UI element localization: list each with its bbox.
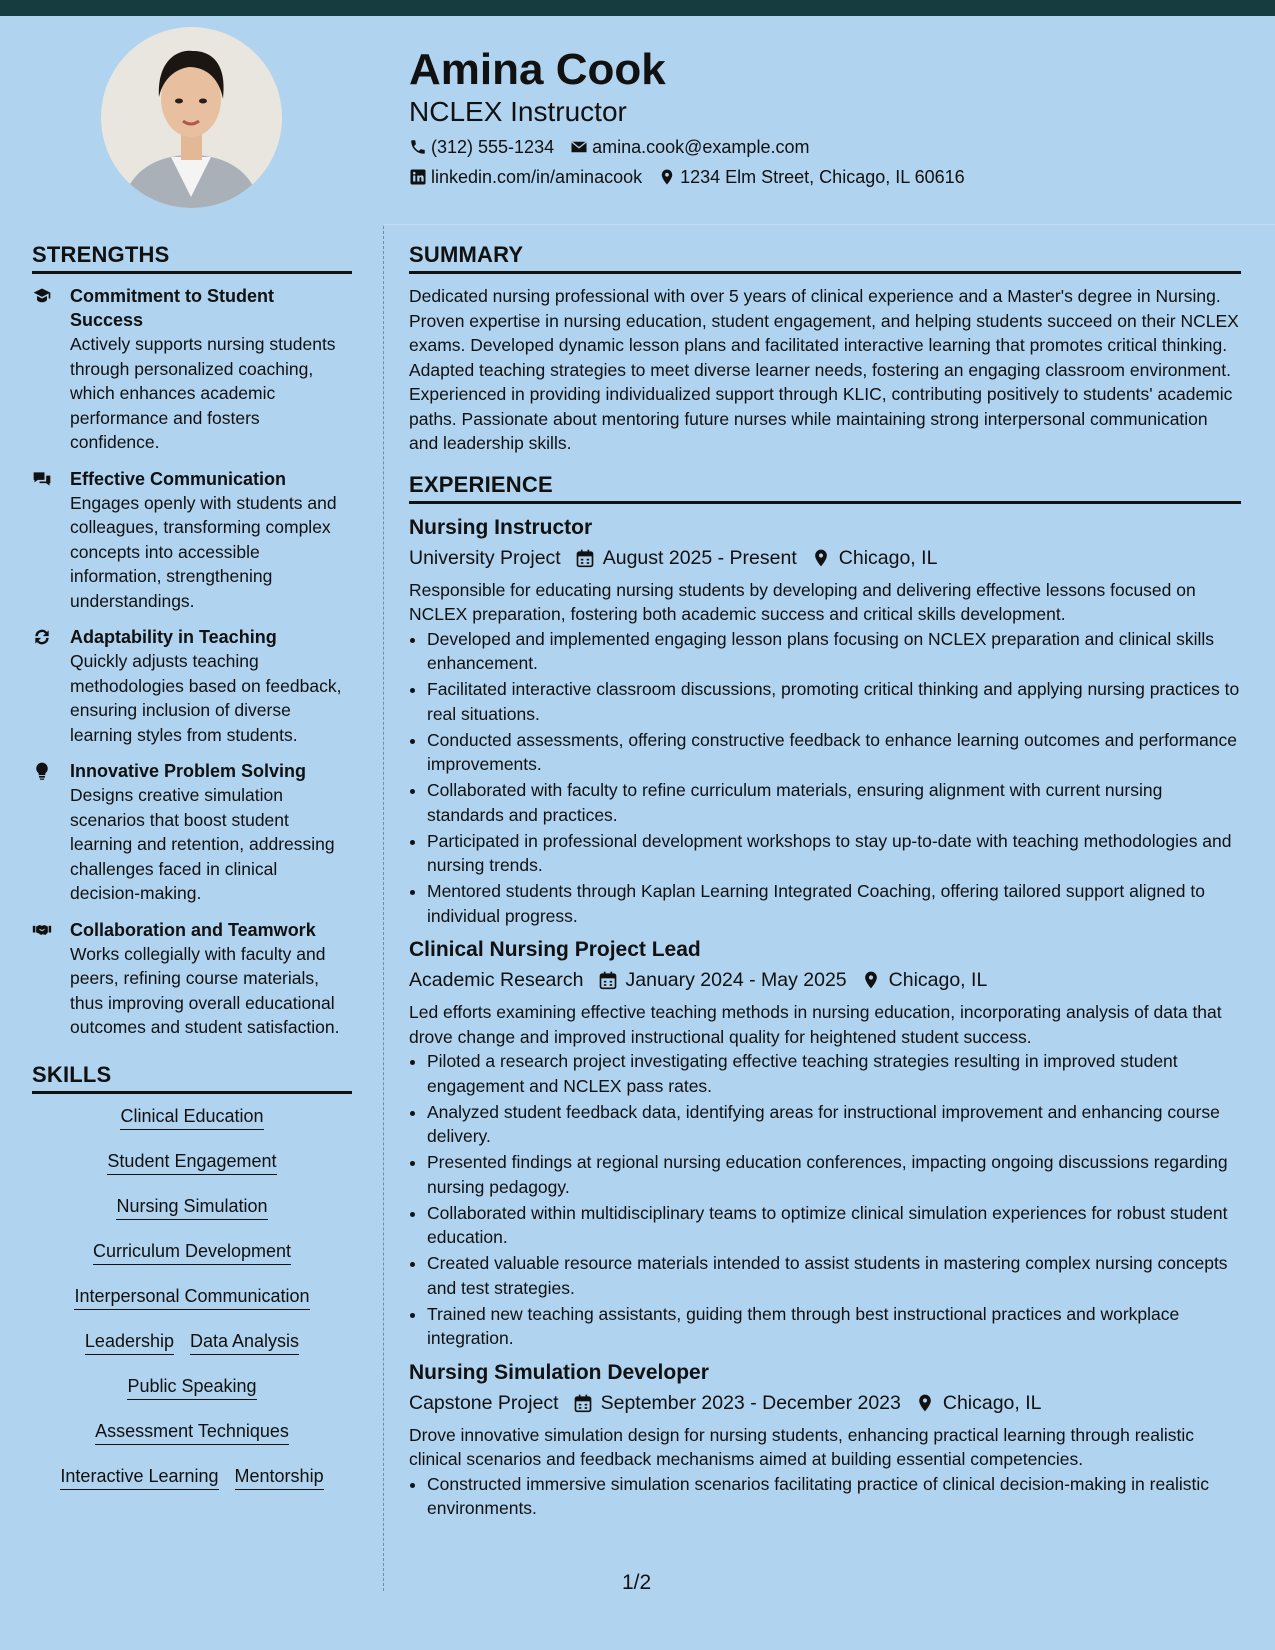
skill-tag: Mentorship — [235, 1464, 324, 1490]
list-item: • Presented findings at regional nursing education conferences, impacting ongoing discussions regarding nursing pedagogy. — [427, 1150, 1241, 1199]
job-org: University Project — [409, 546, 561, 569]
list-item: • Created valuable resource materials intended to assist students in mastering complex nursing concepts and test strategies. — [427, 1251, 1241, 1300]
right-column — [409, 240, 1241, 1522]
job-dates-wrap — [573, 1389, 901, 1417]
list-item: • Constructed immersive simulation scenarios facilitating practice of clinical decision-making in realistic environments. — [427, 1472, 1241, 1521]
list-item: • Collaborated within multidisciplinary teams to optimize clinical simulation experiences for robust student education. — [427, 1201, 1241, 1250]
email-contact[interactable] — [570, 136, 809, 158]
strength-title: Effective Communication — [70, 468, 287, 489]
graduate-icon — [32, 286, 52, 306]
contact-row-2 — [409, 166, 1229, 188]
skills-list — [32, 1104, 352, 1491]
summary-heading: SUMMARY — [409, 240, 1241, 274]
list-item: • Piloted a research project investigating effective teaching strategies resulting in improved student engagement and NCLEX pass rates. — [427, 1049, 1241, 1098]
strength-item — [32, 759, 352, 906]
job-location: Chicago, IL — [838, 546, 938, 569]
list-item: • Trained new teaching assistants, guiding them through best instructional practices and workplace integration. — [427, 1302, 1241, 1351]
lightbulb-icon — [32, 761, 52, 781]
strength-title: Collaboration and Teamwork — [70, 919, 316, 940]
job-location-wrap — [811, 544, 938, 572]
strength-item — [32, 284, 352, 455]
list-item: • Analyzed student feedback data, identifying areas for instructional improvement and enhancing course delivery. — [427, 1100, 1241, 1149]
map-pin-icon — [915, 1393, 935, 1413]
profile-photo — [101, 27, 282, 208]
skill-tag: Assessment Techniques — [95, 1419, 289, 1445]
job-location: Chicago, IL — [888, 969, 988, 991]
skill-tag: Public Speaking — [127, 1374, 256, 1400]
phone-contact[interactable] — [409, 136, 554, 158]
skill-tag: Student Engagement — [107, 1149, 276, 1175]
experience-heading: EXPERIENCE — [409, 470, 1241, 504]
page-number: 1/2 — [622, 1571, 652, 1594]
list-item: • Developed and implemented engaging lesson plans focusing on NCLEX preparation and clinical skills enhancement. — [427, 627, 1241, 676]
skill-tag: Data Analysis — [190, 1329, 299, 1355]
address-contact — [658, 166, 965, 188]
job-description: Drove innovative simulation design for nursing students, enhancing practical learning through realistic clinical scenarios and feedback mechanisms aimed at building essential competencies. — [409, 1424, 1195, 1469]
job-meta — [409, 1389, 1241, 1417]
sync-icon — [32, 627, 52, 647]
strength-desc: Works collegially with faculty and peers, refining course materials, thus improving overall educational outcomes and student satisfaction. — [70, 943, 340, 1037]
map-pin-icon — [811, 548, 831, 568]
candidate-name: Amina Cook — [409, 45, 666, 94]
job-meta — [409, 966, 1241, 994]
linkedin-contact[interactable] — [409, 166, 642, 188]
list-item: • Facilitated interactive classroom discussions, promoting critical thinking and applying nursing practices to real situations. — [427, 677, 1241, 726]
calendar-icon — [573, 1393, 593, 1413]
top-bar — [0, 0, 1275, 16]
summary-text: Dedicated nursing professional with over 5 years of clinical experience and a Master's degree in Nursing. Proven expertise in nursing education, student engagement, and helping students succeed on their NCLEX exams. Developed dynamic lesson plans and facilitated interactive learning that promotes critical thinking. Adapted teaching strategies to meet diverse learner needs, fostering an engaging classroom environment. Experienced in providing individualized support through KLIC, contributing positively to students' academic paths. Passionate about mentoring future nurses while maintaining strong interpersonal communication and leadership skills. — [409, 286, 1239, 453]
job-title: Nursing Simulation Developer — [409, 1360, 709, 1384]
skill-tag: Curriculum Development — [93, 1239, 291, 1265]
skill-tag: Interpersonal Communication — [74, 1284, 309, 1310]
job-description: Responsible for educating nursing students by developing and delivering effective lessons focused on NCLEX preparation, fostering both academic success and critical skills development. — [409, 579, 1196, 624]
strength-item — [32, 625, 352, 747]
address-text: 1234 Elm Street, Chicago, IL 60616 — [680, 167, 965, 187]
job-bullets — [409, 1049, 1241, 1351]
job-bullets — [409, 1472, 1241, 1521]
email-text: amina.cook@example.com — [592, 137, 810, 157]
linkedin-icon — [409, 168, 427, 186]
job-dates: January 2024 - May 2025 — [625, 969, 847, 991]
linkedin-text: linkedin.com/in/aminacook — [431, 167, 643, 187]
left-column — [32, 240, 352, 1509]
strength-desc: Quickly adjusts teaching methodologies based on feedback, ensuring inclusion of diverse learning styles from students. — [70, 651, 342, 745]
job-org: Capstone Project — [409, 1391, 559, 1414]
strength-title: Adaptability in Teaching — [70, 627, 277, 647]
comments-icon — [32, 469, 52, 489]
strength-desc: Designs creative simulation scenarios that boost student learning and retention, addressing challenges faced in clinical decision-making. — [70, 785, 335, 903]
calendar-icon — [598, 970, 618, 990]
skill-tag: Nursing Simulation — [116, 1194, 267, 1220]
job-description: Led efforts examining effective teaching methods in nursing education, incorporating analysis of data that drove change and improved instructional quality for heightened student success. — [409, 1002, 1222, 1047]
job-meta — [409, 544, 1241, 572]
candidate-role: NCLEX Instructor — [409, 96, 627, 127]
map-pin-icon — [658, 168, 676, 186]
job-location-wrap — [915, 1389, 1042, 1417]
list-item: • Participated in professional development workshops to stay up-to-date with teaching methodologies and nursing trends. — [427, 829, 1241, 878]
calendar-icon — [575, 548, 595, 568]
header-divider — [384, 224, 1275, 225]
list-item: • Mentored students through Kaplan Learning Integrated Coaching, offering tailored support aligned to individual progress. — [427, 879, 1241, 928]
list-item: • Conducted assessments, offering constructive feedback to enhance learning outcomes and performance improvements. — [427, 728, 1241, 777]
strength-title: Commitment to Student Success — [70, 286, 274, 330]
strength-item — [32, 918, 352, 1040]
map-pin-icon — [861, 970, 881, 990]
job-location-wrap — [861, 966, 988, 994]
job-org: Academic Research — [409, 969, 584, 991]
strengths-heading: STRENGTHS — [32, 240, 352, 274]
handshake-icon — [32, 920, 52, 940]
job-entry — [409, 1359, 1241, 1521]
phone-text: (312) 555-1234 — [431, 137, 555, 157]
list-item: • Collaborated with faculty to refine curriculum materials, ensuring alignment with current nursing standards and practices. — [427, 778, 1241, 827]
column-divider — [383, 226, 384, 1591]
skill-tag: Leadership — [85, 1329, 174, 1355]
strength-desc: Engages openly with students and colleagues, transforming complex concepts into accessible information, strengthening understandings. — [70, 492, 337, 611]
envelope-icon — [570, 138, 588, 156]
job-dates: August 2025 - Present — [602, 546, 797, 569]
job-location: Chicago, IL — [942, 1391, 1042, 1414]
job-title: Clinical Nursing Project Lead — [409, 938, 701, 961]
job-entry — [409, 936, 1241, 1351]
skill-tag: Clinical Education — [120, 1104, 263, 1130]
job-title: Nursing Instructor — [409, 515, 593, 539]
resume-header — [409, 40, 1229, 188]
job-dates-wrap — [575, 544, 797, 572]
strength-title: Innovative Problem Solving — [70, 761, 307, 781]
job-dates-wrap — [598, 966, 847, 994]
job-dates: September 2023 - December 2023 — [600, 1391, 901, 1414]
contact-row-1 — [409, 136, 1229, 158]
strength-desc: Actively supports nursing students through personalized coaching, which enhances academic performance and fosters confidence. — [70, 334, 336, 452]
job-entry — [409, 514, 1241, 929]
skill-tag: Interactive Learning — [60, 1464, 218, 1490]
phone-icon — [409, 138, 427, 156]
skills-heading: SKILLS — [32, 1060, 352, 1094]
strength-item — [32, 467, 352, 614]
job-bullets — [409, 627, 1241, 929]
